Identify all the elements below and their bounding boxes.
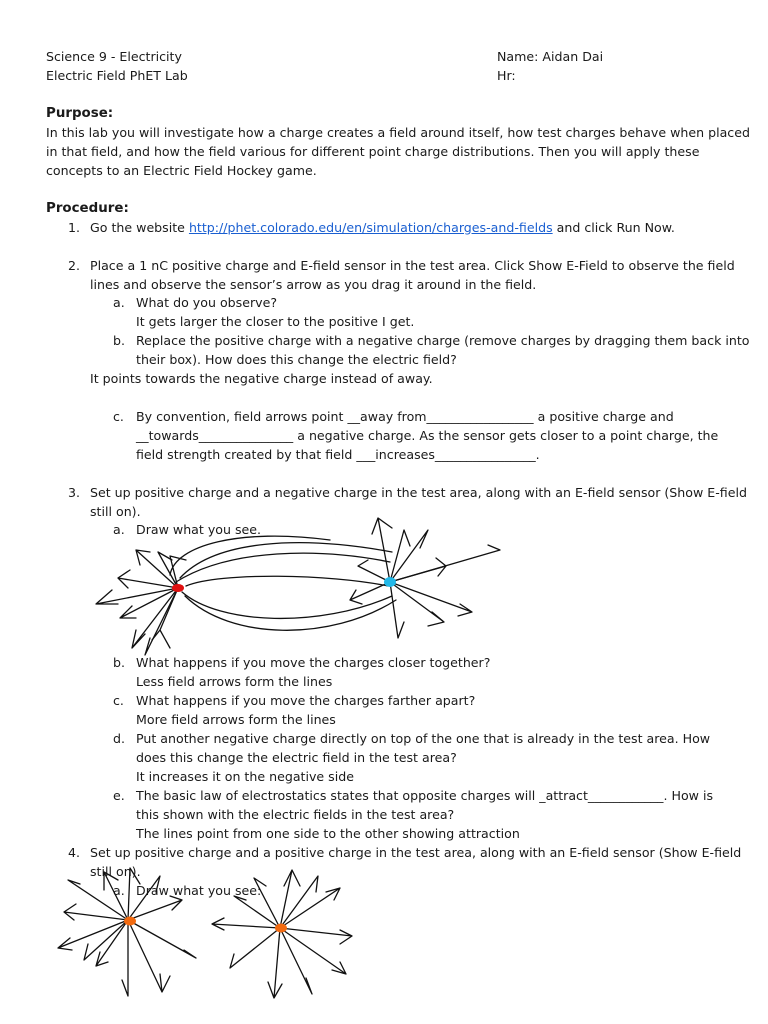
- phet-link[interactable]: http://phet.colorado.edu/en/simulation/charges-and-fields: [188, 220, 553, 235]
- step3e-line: The basic law of electrostatics states that opposite charges will _attract____________. How is: [136, 788, 714, 803]
- step-number: 4.: [68, 845, 81, 860]
- sub-letter: a.: [113, 883, 125, 898]
- lab-title: Electric Field PhET Lab: [46, 68, 188, 83]
- step2c-line: __towards_______________ a negative charge. As the sensor gets closer to a point charge, the: [136, 428, 719, 443]
- course-title: Science 9 - Electricity: [46, 49, 182, 64]
- purpose-line: in that field, and how the field various for different point charge distributions. Then you will apply these: [46, 144, 700, 159]
- step4-line: still on).: [90, 864, 141, 879]
- step-number: 2.: [68, 258, 81, 273]
- positive-charge-right: [275, 924, 287, 933]
- step4-line: Set up positive charge and a positive charge in the test area, along with an E-field sensor (Show E-field: [90, 845, 742, 860]
- step2c-line: field strength created by that field ___increases________________.: [136, 447, 540, 462]
- step3d-line: Put another negative charge directly on top of the one that is already in the test area. How: [136, 731, 711, 746]
- step3-line: still on).: [90, 504, 141, 519]
- sub-letter: c.: [113, 409, 124, 424]
- step3-line: Set up positive charge and a negative charge in the test area, along with an E-field sensor (Show E-field: [90, 485, 747, 500]
- student-name: Name: Aidan Dai: [497, 49, 604, 64]
- procedure-heading: Procedure:: [46, 201, 129, 216]
- step3b-answer: Less field arrows form the lines: [136, 674, 333, 689]
- step3b-question: What happens if you move the charges closer together?: [136, 655, 491, 670]
- step2a-answer: It gets larger the closer to the positive I get.: [136, 314, 415, 329]
- step2a-question: What do you observe?: [136, 295, 278, 310]
- purpose-heading: Purpose:: [46, 106, 114, 121]
- hour-field: Hr:: [497, 68, 516, 83]
- step3a-text: Draw what you see.: [136, 522, 262, 537]
- positive-charge-left: [124, 917, 136, 926]
- step-number: 3.: [68, 485, 81, 500]
- sub-letter: b.: [113, 655, 125, 670]
- step3d-answer: It increases it on the negative side: [136, 769, 354, 784]
- step1-before: Go the website: [90, 220, 189, 235]
- step2c-line: By convention, field arrows point __away from_________________ a positive charge and: [136, 409, 674, 424]
- step2-line: lines and observe the sensor’s arrow as you drag it around in the field.: [90, 277, 537, 292]
- purpose-line: In this lab you will investigate how a charge creates a field around itself, how test charges behave when placed: [46, 125, 750, 140]
- step3c-answer: More field arrows form the lines: [136, 712, 336, 727]
- step2-line: Place a 1 nC positive charge and E-field sensor in the test area. Click Show E-Field to observe the field: [90, 258, 735, 273]
- step3e-line: this shown with the electric fields in the test area?: [136, 807, 455, 822]
- step-number: 1.: [68, 220, 81, 235]
- step3d-line: does this change the electric field in the test area?: [136, 750, 457, 765]
- step2b-line: their box). How does this change the electric field?: [136, 352, 457, 367]
- sub-letter: e.: [113, 788, 125, 803]
- sub-letter: a.: [113, 295, 125, 310]
- step2b-line: Replace the positive charge with a negative charge (remove charges by dragging them back into: [136, 333, 750, 348]
- sub-letter: a.: [113, 522, 125, 537]
- sub-letter: b.: [113, 333, 125, 348]
- step2b-answer: It points towards the negative charge instead of away.: [90, 371, 433, 386]
- sub-letter: c.: [113, 693, 124, 708]
- step3e-answer: The lines point from one side to the other showing attraction: [136, 826, 520, 841]
- step1-after: and click Run Now.: [552, 220, 675, 235]
- step4a-text: Draw what you see:: [136, 883, 262, 898]
- purpose-line: concepts to an Electric Field Hockey game.: [46, 163, 317, 178]
- sub-letter: d.: [113, 731, 125, 746]
- step3c-question: What happens if you move the charges farther apart?: [136, 693, 476, 708]
